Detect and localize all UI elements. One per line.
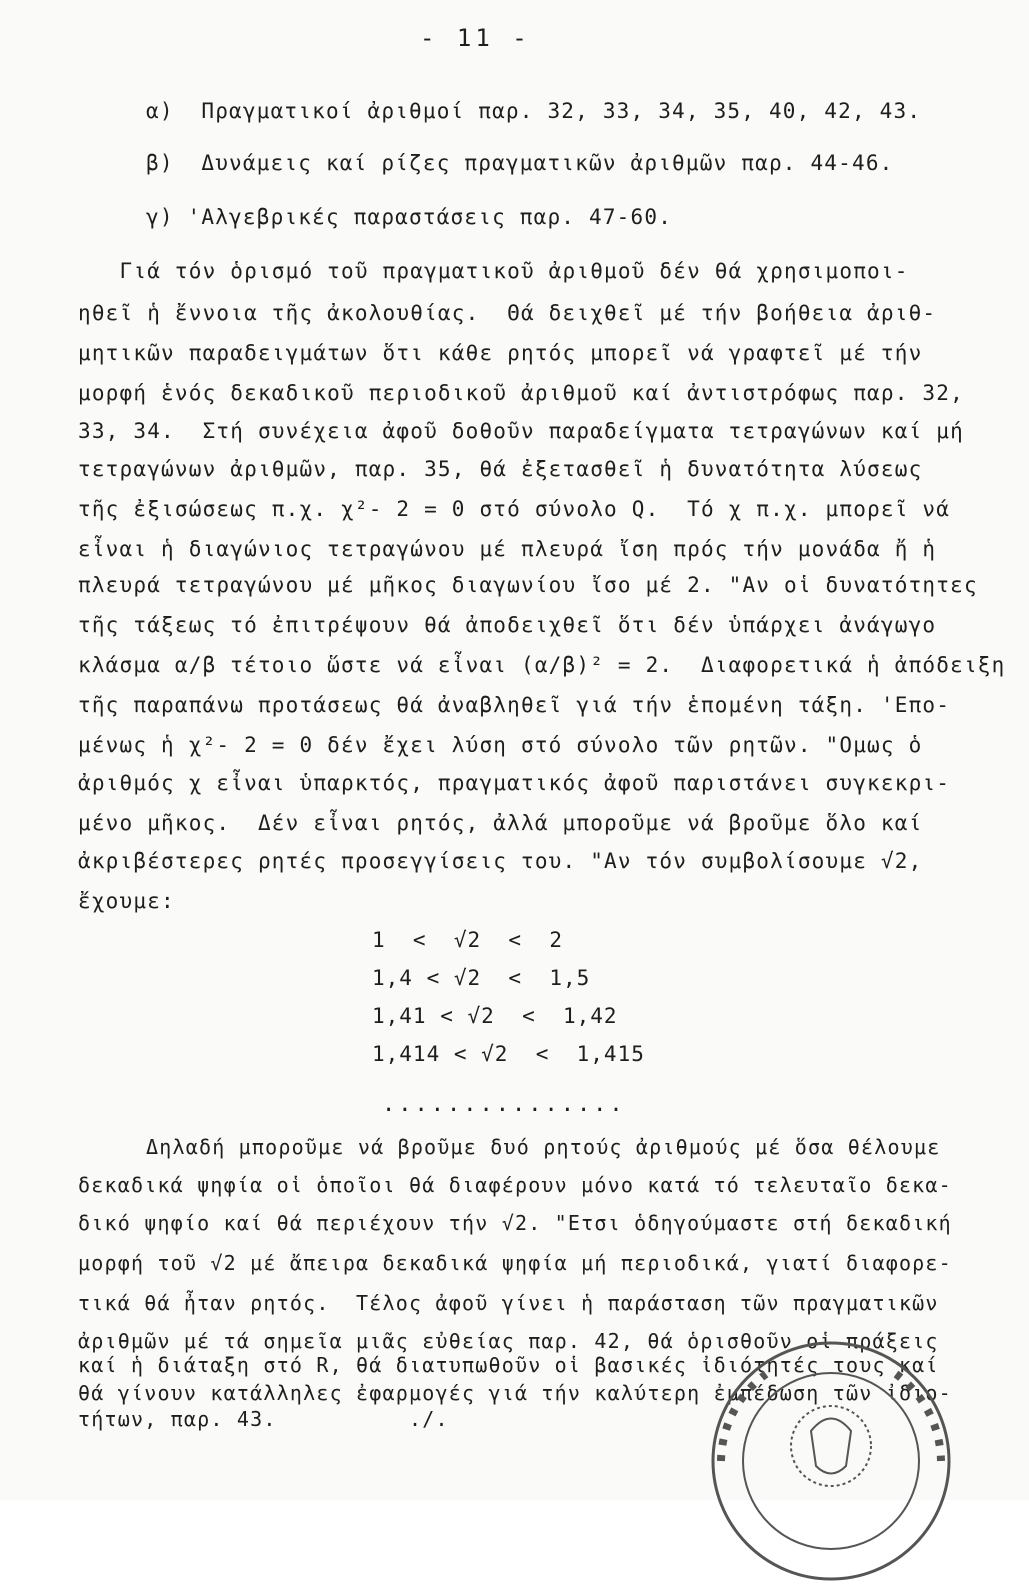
text-line: τῆς τάξεως τό ἐπιτρέψουν θά ἀποδειχθεῖ ὅτι δέν ὑπάρχει ἀνάγωγο bbox=[78, 613, 937, 637]
text-line: ἔχουμε: bbox=[78, 889, 175, 913]
list-item: β) Δυνάμεις καί ρίζες πραγματικῶν ἀριθμῶν παρ. 44-46. bbox=[146, 151, 894, 175]
text-line: τικά θά ἦταν ρητός. Τέλος ἀφοῦ γίνει ἡ παράσταση τῶν πραγματικῶν bbox=[78, 1291, 939, 1315]
text-line: δικό ψηφίο καί θά περιέχουν τήν √2. "Ετσι ὁδηγούμαστε στή δεκαδική bbox=[78, 1211, 952, 1235]
official-seal-stamp bbox=[686, 1336, 976, 1586]
list-item: γ) 'Αλγεβρικές παραστάσεις παρ. 47-60. bbox=[146, 205, 673, 229]
text-line: ἀριθμῶν μέ τά σημεῖα μιᾶς εὐθείας παρ. 42, θά ὁρισθοῦν οἱ πράξεις bbox=[78, 1329, 939, 1353]
list-item: α) Πραγματικοί ἀριθμοί παρ. 32, 33, 34, 35, 40, 42, 43. bbox=[146, 99, 922, 123]
text-line: μητικῶν παραδειγμάτων ὅτι κάθε ρητός μπορεῖ νά γραφτεῖ μέ τήν bbox=[78, 341, 923, 365]
inequality: 1,414 < √2 < 1,415 bbox=[372, 1042, 645, 1066]
text-line: μένως ἡ χ²- 2 = 0 δέν ἔχει λύση στό σύνολο τῶν ρητῶν. "Ομως ὁ bbox=[78, 733, 923, 757]
page-number: - 11 - bbox=[420, 24, 531, 52]
text-line: Δηλαδή μποροῦμε νά βροῦμε δυό ρητούς ἀριθμούς μέ ὅσα θέλουμε bbox=[146, 1135, 941, 1159]
text-line: τῆς παραπάνω προτάσεως θά ἀναβληθεῖ γιά τήν ἑπομένη τάξη. 'Επο- bbox=[78, 693, 951, 717]
text-line: εἶναι ἡ διαγώνιος τετραγώνου μέ πλευρά ἴση πρός τήν μονάδα ἤ ἡ bbox=[78, 537, 937, 561]
text-line: τῆς ἐξισώσεως π.χ. χ²- 2 = 0 στό σύνολο Q. Τό χ π.χ. μπορεῖ νά bbox=[78, 497, 951, 521]
text-line: μένο μῆκος. Δέν εἶναι ρητός, ἀλλά μποροῦμε νά βροῦμε ὅλο καί bbox=[78, 811, 923, 835]
text-line: τετραγώνων ἀριθμῶν, παρ. 35, θά ἐξετασθεῖ ἡ δυνατότητα λύσεως bbox=[78, 457, 923, 481]
ellipsis-dots: ............... bbox=[382, 1092, 626, 1117]
text-line: ηθεῖ ἡ ἔννοια τῆς ἀκολουθίας. Θά δειχθεῖ μέ τήν βοήθεια ἀριθ- bbox=[78, 301, 937, 325]
text-line: ἀριθμός χ εἶναι ὑπαρκτός, πραγματικός ἀφοῦ παριστάνει συγκεκρι- bbox=[78, 771, 951, 795]
inequality: 1 < √2 < 2 bbox=[372, 928, 564, 952]
text-line: 33, 34. Στή συνέχεια ἀφοῦ δοθοῦν παραδείγματα τετραγώνων καί μή bbox=[78, 419, 964, 443]
text-line: ἀκριβέστερες ρητές προσεγγίσεις του. "Αν τόν συμβολίσουμε √2, bbox=[78, 849, 923, 873]
text-line: μορφή τοῦ √2 μέ ἄπειρα δεκαδικά ψηφία μή περιοδικά, γιατί διαφορε- bbox=[78, 1251, 952, 1275]
text-line: κλάσμα α/β τέτοιο ὥστε νά εἶναι (α/β)² = 2. Διαφορετικά ἡ ἀπόδειξη bbox=[78, 653, 1006, 677]
text-line: καί ἡ διάταξη στό R, θά διατυπωθοῦν οἱ βασικές ἰδιότητές τους καί bbox=[78, 1353, 939, 1377]
text-line: μορφή ἑνός δεκαδικοῦ περιοδικοῦ ἀριθμοῦ καί ἀντιστρόφως παρ. 32, bbox=[78, 381, 964, 405]
text-line: θά γίνουν κατάλληλες ἐφαρμογές γιά τήν καλύτερη ἐμπέδωση τῶν ἰδιο- bbox=[78, 1381, 952, 1405]
text-line: πλευρά τετραγώνου μέ μῆκος διαγωνίου ἴσο μέ 2. "Αν οἱ δυνατότητες bbox=[78, 573, 978, 597]
inequality: 1,4 < √2 < 1,5 bbox=[372, 966, 591, 990]
text-line: τήτων, παρ. 43. ./. bbox=[78, 1407, 449, 1431]
inequality: 1,41 < √2 < 1,42 bbox=[372, 1004, 618, 1028]
text-line: Γιά τόν ὁρισμό τοῦ πραγματικοῦ ἀριθμοῦ δέν θά χρησιμοποι- bbox=[78, 259, 909, 283]
text-line: δεκαδικά ψηφία οἱ ὁποῖοι θά διαφέρουν μόνο κατά τό τελευταῖο δεκα- bbox=[78, 1173, 952, 1197]
